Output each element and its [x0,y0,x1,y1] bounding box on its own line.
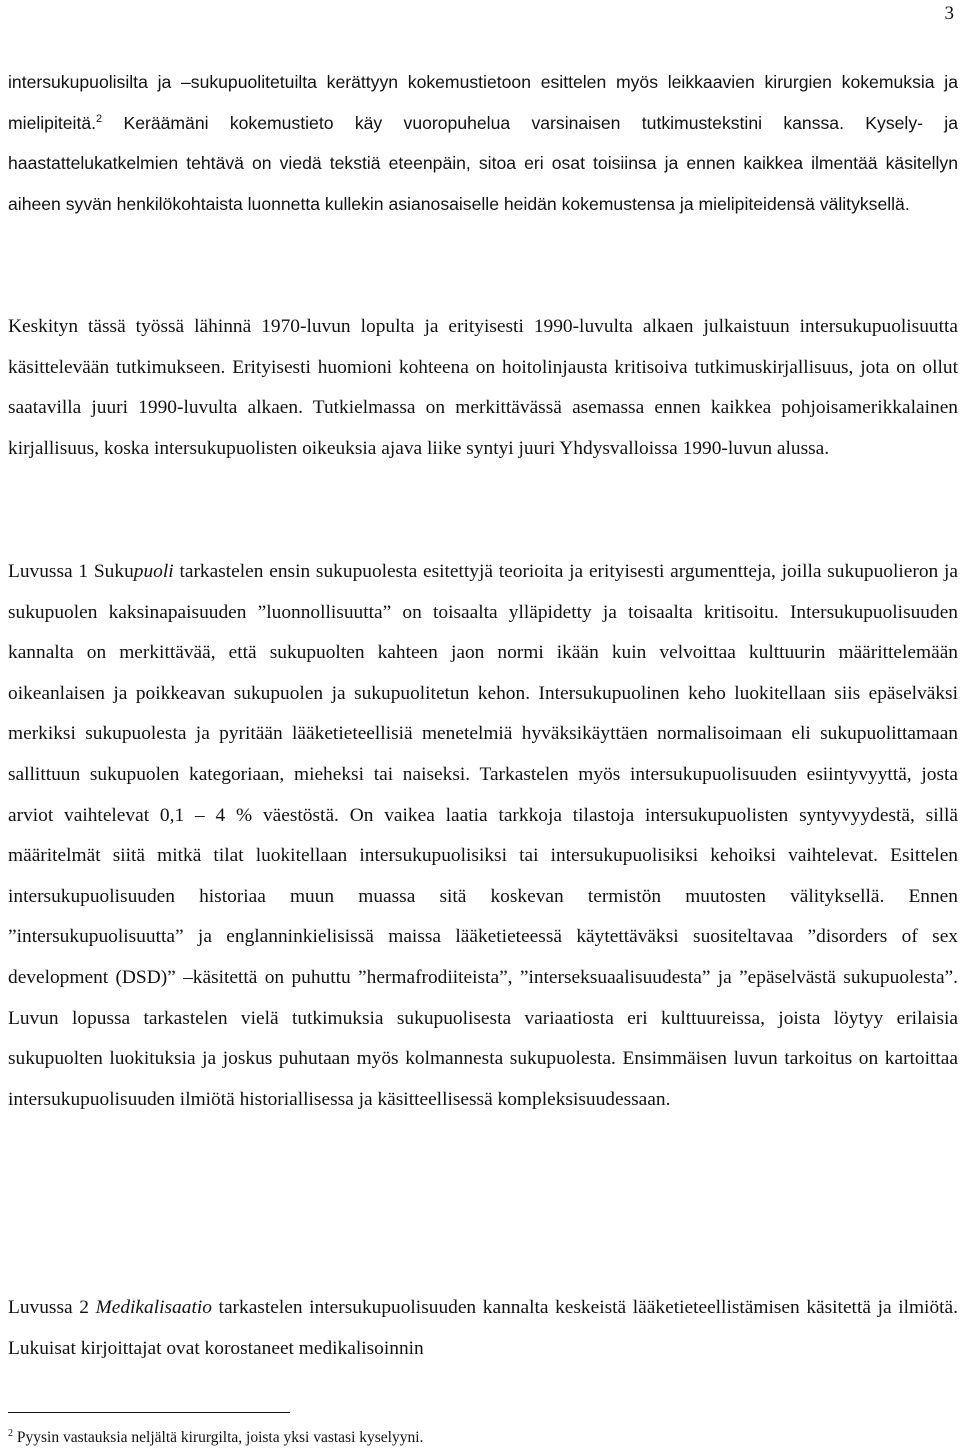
italic-text: Medikalisaatio [95,1297,212,1318]
footnote [8,1428,948,1448]
page-number: 3 [944,3,954,24]
paragraph-research-focus [8,307,958,469]
paragraph-intro-sources [8,62,958,224]
paragraph-text: Keskityn tässä työssä lähinnä 1970-luvun lopulta ja erityisesti 1990-luvulta alkaen julkaistuun intersukupuolisuutta käsittelevään tutkimukseen. Erityisesti huomioni kohteena on hoitolinjausta kritisoiva tutkimuskirjallisuus, jota on ollut saatavilla juuri 1990-luvulta alkaen. Tutkielmassa on merkittävässä asemassa ennen kaikkea pohjoisamerikkalainen kirjallisuus, koska intersukupuolisten oikeuksia ajava liike syntyi juuri Yhdysvalloissa 1990-luvun alussa. [8,316,958,459]
paragraph-text: tarkastelen ensin sukupuolesta esitettyjä teorioita ja erityisesti argumentteja, joilla sukupuolieron ja sukupuolen kaksinapaisuuden ”luonnollisuutta” on toisaalta ylläpidetty ja toisaalta kritisoitu. Intersukupuolisuuden kannalta on merkittävää, että sukupuolten kahteen jaon normi ikään kuin velvoittaa kulttuurin määrittelemään oikeanlaisen ja poikkeavan sukupuolen ja sukupuolitetun kehon. Intersukupuolinen keho luokitellaan siis epäselväksi merkiksi sukupuolesta ja pyritään lääketieteellisiä menetelmiä hyväksikäyttäen normalisoimaan eli sukupuolittamaan sallittuun sukupuolen kategoriaan, mieheksi tai naiseksi. Tarkastelen myös intersukupuolisuuden esiintyvyyttä, josta arviot vaihtelevat 0,1 – 4 % väestöstä. On vaikea laatia tarkkoja tilastoja intersukupuolisten syntyvyydestä, sillä määritelmät siitä mitkä tilat luokitellaan intersukupuolisiksi tai intersukupuolisiksi kehoiksi vaihtelevat. Esittelen intersukupuolisuuden historiaa muun muassa sitä koskevan termistön muutosten välityksellä. Ennen ”intersukupuolisuutta” ja englanninkielisissä maissa lääketieteessä käytettäväksi suositeltavaa ”disorders of sex development (DSD)” –käsitettä on puhuttu ”hermafrodiiteista”, ”interseksuaalisuudesta” ja ”epäselvästä sukupuolesta”. Luvun lopussa tarkastelen vielä tutkimuksia sukupuolisesta variaatiosta eri kulttuureissa, joista löytyy erilaisia sukupuolten luokituksia ja joskus puhutaan myös kolmannesta sukupuolesta. Ensimmäisen luvun tarkoitus on kartoittaa intersukupuolisuuden ilmiötä historiallisessa ja käsitteellisessä kompleksisuudessaan. [8,561,958,1110]
paragraph-text: tarkastelen intersukupuolisuuden kannalta keskeistä lääketieteellistämisen käsitettä ja ilmiötä. Lukuisat kirjoittajat ovat korostaneet medikalisoinnin [8,1297,958,1359]
paragraph-text: intersukupuolisilta ja –sukupuolitetuilta kerättyyn kokemustietoon esittelen myös leikkaavien kirurgien kokemuksia ja mielipiteitä. [8,72,958,133]
paragraph-text: Kysely- ja haastattelukatkelmien tehtävä on viedä tekstiä eteenpäin, sitoa eri osat toisiinsa ja ennen kaikkea ilmentää käsitellyn aiheen syvän henkilökohtaista luonnetta kullekin asianosaiselle heidän kokemustensa ja mielipiteidensä välityksellä. [8,112,958,214]
paragraph-chapter-1 [8,552,958,1120]
paragraph-text: Keräämäni kokemustieto käy vuoropuhelua varsinaisen tutkimustekstini kanssa. [102,112,844,133]
footnote-reference[interactable]: 2 [96,112,103,125]
italic-text: puoli [133,561,174,582]
paragraph-chapter-2 [8,1288,958,1369]
paragraph-text: Luvussa 2 [8,1297,96,1318]
paragraph-text: Luvussa 1 Suku [8,561,134,582]
footnote-text: Pyysin vastauksia neljältä kirurgilta, joista yksi vastasi kyselyyni. [13,1429,424,1446]
footnote-mark: 2 [8,1427,13,1439]
footnote-divider [8,1412,290,1413]
